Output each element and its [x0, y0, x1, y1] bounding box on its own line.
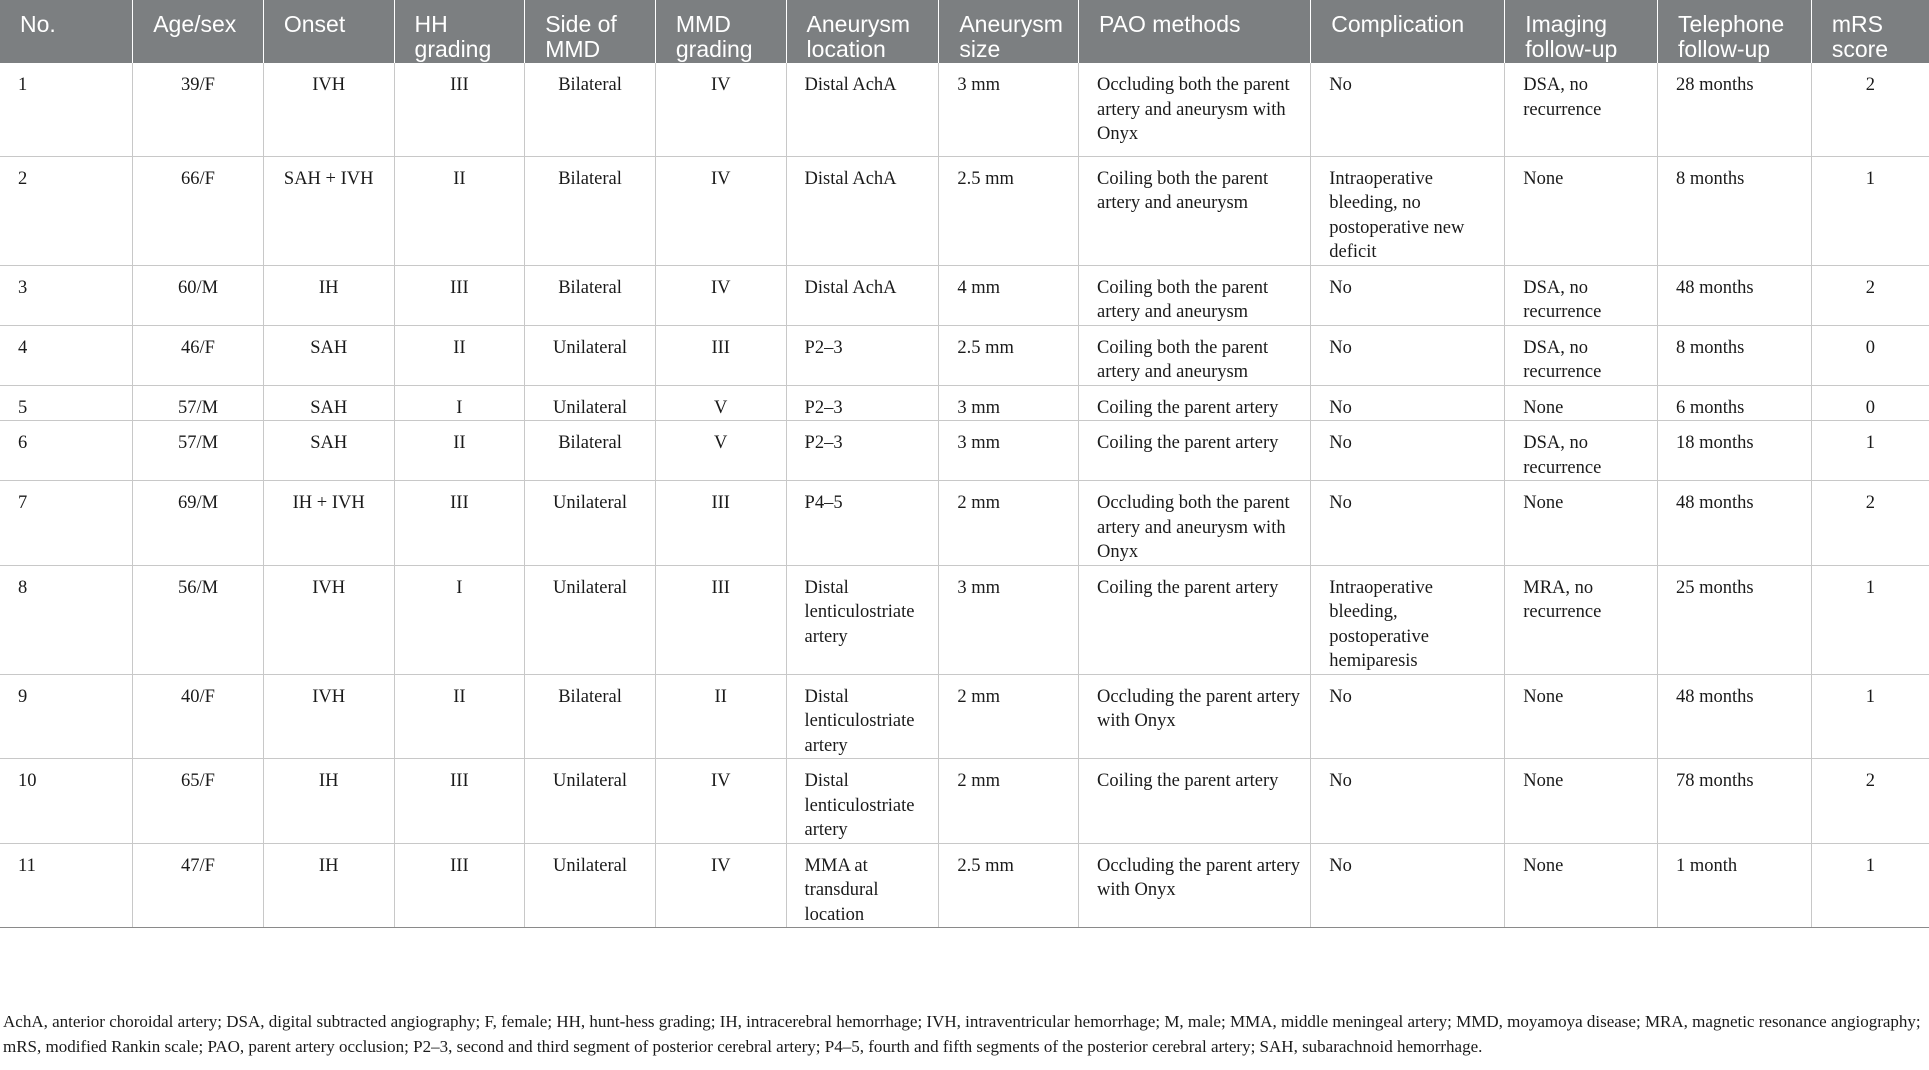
cell-telephone-follow-up: 1 month: [1658, 843, 1812, 928]
cell-age-sex: 65/F: [133, 759, 264, 844]
table-row: [0, 843, 1929, 928]
cell-side-of-mmd: Unilateral: [525, 325, 656, 385]
table-footnote: AchA, anterior choroidal artery; DSA, digital subtracted angiography; F, female; HH, hunt-hess grading; IH, intracerebral hemorrhage; IVH, intraventricular hemorrhage; M, male; MMA, middle meningeal artery; MMD, moyamoya disease; MRA, magnetic resonance angiography; mRS, modified Rankin scale; PAO, parent artery occlusion; P2–3, second and third segment of posterior cerebral artery; P4–5, fourth and fifth segments of the posterior cerebral artery; SAH, subarachnoid hemorrhage.: [3, 1012, 1921, 1056]
cell-hh-grading: III: [394, 843, 525, 928]
cell-no: 9: [0, 674, 133, 759]
cell-imaging-follow-up: DSA, no recurrence: [1505, 63, 1658, 156]
cell-imaging-follow-up: None: [1505, 674, 1658, 759]
table-row: [0, 385, 1929, 421]
cell-side-of-mmd: Unilateral: [525, 565, 656, 674]
cell-mmd-grading: IV: [655, 843, 786, 928]
table-row: [0, 674, 1929, 759]
cell-side-of-mmd: Bilateral: [525, 674, 656, 759]
cell-pao-method: Coiling both the parent artery and aneurysm: [1079, 325, 1311, 385]
cell-aneurysm-location: Distal lenticulostriate artery: [786, 565, 939, 674]
cell-no: 7: [0, 481, 133, 566]
cell-side-of-mmd: Unilateral: [525, 843, 656, 928]
cell-aneurysm-size: 3 mm: [939, 565, 1079, 674]
cell-imaging-follow-up: None: [1505, 759, 1658, 844]
cell-mmd-grading: IV: [655, 63, 786, 156]
cell-pao-method: Coiling the parent artery: [1079, 759, 1311, 844]
table-row: [0, 156, 1929, 265]
cell-onset: SAH: [263, 385, 394, 421]
header-mmd-grading: MMD grading: [655, 0, 786, 63]
header-no: No.: [0, 0, 133, 63]
cell-mmd-grading: IV: [655, 156, 786, 265]
cell-pao-method: Coiling both the parent artery and aneurysm: [1079, 156, 1311, 265]
cell-telephone-follow-up: 48 months: [1658, 674, 1812, 759]
cell-age-sex: 56/M: [133, 565, 264, 674]
cell-aneurysm-size: 2.5 mm: [939, 325, 1079, 385]
header-imaging-follow-up: Imaging follow-up: [1505, 0, 1658, 63]
cell-mmd-grading: V: [655, 421, 786, 481]
cell-imaging-follow-up: None: [1505, 385, 1658, 421]
cell-side-of-mmd: Unilateral: [525, 759, 656, 844]
header-pao-methods: PAO methods: [1079, 0, 1311, 63]
cell-no: 5: [0, 385, 133, 421]
cell-hh-grading: I: [394, 565, 525, 674]
cell-pao-method: Coiling the parent artery: [1079, 385, 1311, 421]
cell-hh-grading: II: [394, 421, 525, 481]
cell-complication: No: [1311, 843, 1505, 928]
cell-aneurysm-size: 2.5 mm: [939, 156, 1079, 265]
cell-age-sex: 69/M: [133, 481, 264, 566]
cell-complication: No: [1311, 325, 1505, 385]
cell-aneurysm-location: MMA at transdural location: [786, 843, 939, 928]
cell-no: 8: [0, 565, 133, 674]
cell-hh-grading: II: [394, 156, 525, 265]
cell-mrs-score: 0: [1811, 385, 1929, 421]
cell-telephone-follow-up: 78 months: [1658, 759, 1812, 844]
cell-mrs-score: 0: [1811, 325, 1929, 385]
cell-telephone-follow-up: 6 months: [1658, 385, 1812, 421]
cell-onset: IH: [263, 265, 394, 325]
cell-telephone-follow-up: 48 months: [1658, 481, 1812, 566]
table-row: [0, 421, 1929, 481]
cell-side-of-mmd: Bilateral: [525, 265, 656, 325]
cell-aneurysm-size: 2 mm: [939, 759, 1079, 844]
table-row: [0, 265, 1929, 325]
cell-aneurysm-location: Distal AchA: [786, 265, 939, 325]
cell-mrs-score: 2: [1811, 481, 1929, 566]
cell-pao-method: Occluding the parent artery with Onyx: [1079, 674, 1311, 759]
cell-aneurysm-location: P4–5: [786, 481, 939, 566]
table-row: [0, 63, 1929, 156]
header-row: [0, 0, 1929, 63]
cell-imaging-follow-up: None: [1505, 843, 1658, 928]
cell-pao-method: Coiling the parent artery: [1079, 565, 1311, 674]
cell-aneurysm-location: Distal lenticulostriate artery: [786, 674, 939, 759]
cell-mmd-grading: III: [655, 481, 786, 566]
cell-no: 11: [0, 843, 133, 928]
cell-aneurysm-size: 4 mm: [939, 265, 1079, 325]
cell-mmd-grading: IV: [655, 265, 786, 325]
header-complication: Complication: [1311, 0, 1505, 63]
cell-no: 6: [0, 421, 133, 481]
cell-mmd-grading: V: [655, 385, 786, 421]
cell-complication: No: [1311, 759, 1505, 844]
cell-complication: Intraoperative bleeding, no postoperative new deficit: [1311, 156, 1505, 265]
cell-aneurysm-size: 3 mm: [939, 63, 1079, 156]
header-aneurysm-size: Aneurysm size: [939, 0, 1079, 63]
header-age-sex: Age/sex: [133, 0, 264, 63]
cell-no: 3: [0, 265, 133, 325]
cell-pao-method: Occluding both the parent artery and aneurysm with Onyx: [1079, 481, 1311, 566]
cell-imaging-follow-up: None: [1505, 156, 1658, 265]
cell-age-sex: 40/F: [133, 674, 264, 759]
cell-no: 1: [0, 63, 133, 156]
header-aneurysm-location: Aneurysm location: [786, 0, 939, 63]
cell-age-sex: 57/M: [133, 421, 264, 481]
cell-complication: No: [1311, 385, 1505, 421]
cell-no: 2: [0, 156, 133, 265]
cell-side-of-mmd: Unilateral: [525, 481, 656, 566]
cell-hh-grading: III: [394, 63, 525, 156]
cell-complication: Intraoperative bleeding, postoperative hemiparesis: [1311, 565, 1505, 674]
cell-onset: IH + IVH: [263, 481, 394, 566]
cell-onset: SAH: [263, 325, 394, 385]
cell-hh-grading: II: [394, 674, 525, 759]
cell-aneurysm-location: P2–3: [786, 421, 939, 481]
cell-age-sex: 47/F: [133, 843, 264, 928]
table-row: [0, 565, 1929, 674]
cell-hh-grading: I: [394, 385, 525, 421]
header-onset: Onset: [263, 0, 394, 63]
cell-complication: No: [1311, 481, 1505, 566]
cell-onset: IVH: [263, 674, 394, 759]
cell-imaging-follow-up: None: [1505, 481, 1658, 566]
cell-age-sex: 66/F: [133, 156, 264, 265]
cell-aneurysm-location: P2–3: [786, 325, 939, 385]
cell-complication: No: [1311, 63, 1505, 156]
cell-telephone-follow-up: 28 months: [1658, 63, 1812, 156]
cell-complication: No: [1311, 674, 1505, 759]
cell-aneurysm-size: 2 mm: [939, 481, 1079, 566]
cell-mmd-grading: II: [655, 674, 786, 759]
table-row: [0, 759, 1929, 844]
cell-mrs-score: 1: [1811, 843, 1929, 928]
header-mrs-score: mRS score: [1811, 0, 1929, 63]
cell-complication: No: [1311, 265, 1505, 325]
cell-imaging-follow-up: DSA, no recurrence: [1505, 325, 1658, 385]
cell-telephone-follow-up: 8 months: [1658, 325, 1812, 385]
table-row: [0, 325, 1929, 385]
cell-pao-method: Occluding both the parent artery and aneurysm with Onyx: [1079, 63, 1311, 156]
cell-no: 10: [0, 759, 133, 844]
cell-mrs-score: 1: [1811, 565, 1929, 674]
cell-mrs-score: 2: [1811, 265, 1929, 325]
table-body: [0, 63, 1929, 928]
cell-pao-method: Coiling the parent artery: [1079, 421, 1311, 481]
table-row: [0, 481, 1929, 566]
cell-mmd-grading: III: [655, 325, 786, 385]
cell-aneurysm-location: Distal AchA: [786, 63, 939, 156]
cell-mmd-grading: III: [655, 565, 786, 674]
cell-side-of-mmd: Bilateral: [525, 421, 656, 481]
cell-side-of-mmd: Unilateral: [525, 385, 656, 421]
cell-side-of-mmd: Bilateral: [525, 156, 656, 265]
header-side-of-mmd: Side of MMD: [525, 0, 656, 63]
cell-aneurysm-location: P2–3: [786, 385, 939, 421]
cell-side-of-mmd: Bilateral: [525, 63, 656, 156]
cell-mrs-score: 1: [1811, 674, 1929, 759]
cell-hh-grading: III: [394, 759, 525, 844]
cell-onset: IVH: [263, 565, 394, 674]
cell-aneurysm-size: 3 mm: [939, 385, 1079, 421]
cell-onset: SAH + IVH: [263, 156, 394, 265]
cell-telephone-follow-up: 25 months: [1658, 565, 1812, 674]
cell-telephone-follow-up: 8 months: [1658, 156, 1812, 265]
cell-onset: SAH: [263, 421, 394, 481]
cell-onset: IH: [263, 843, 394, 928]
cell-pao-method: Occluding the parent artery with Onyx: [1079, 843, 1311, 928]
cell-aneurysm-size: 3 mm: [939, 421, 1079, 481]
cell-no: 4: [0, 325, 133, 385]
cell-hh-grading: III: [394, 481, 525, 566]
cell-telephone-follow-up: 18 months: [1658, 421, 1812, 481]
cell-imaging-follow-up: DSA, no recurrence: [1505, 421, 1658, 481]
cell-aneurysm-location: Distal lenticulostriate artery: [786, 759, 939, 844]
cell-mrs-score: 2: [1811, 759, 1929, 844]
cell-aneurysm-size: 2 mm: [939, 674, 1079, 759]
cell-pao-method: Coiling both the parent artery and aneurysm: [1079, 265, 1311, 325]
cell-imaging-follow-up: MRA, no recurrence: [1505, 565, 1658, 674]
header-hh-grading: HH grading: [394, 0, 525, 63]
cell-age-sex: 60/M: [133, 265, 264, 325]
cell-imaging-follow-up: DSA, no recurrence: [1505, 265, 1658, 325]
cell-telephone-follow-up: 48 months: [1658, 265, 1812, 325]
cell-complication: No: [1311, 421, 1505, 481]
cell-age-sex: 39/F: [133, 63, 264, 156]
cell-aneurysm-location: Distal AchA: [786, 156, 939, 265]
cell-mrs-score: 2: [1811, 63, 1929, 156]
cell-mrs-score: 1: [1811, 421, 1929, 481]
header-telephone-follow-up: Telephone follow-up: [1658, 0, 1812, 63]
cell-mmd-grading: IV: [655, 759, 786, 844]
cell-onset: IH: [263, 759, 394, 844]
cell-onset: IVH: [263, 63, 394, 156]
cell-aneurysm-size: 2.5 mm: [939, 843, 1079, 928]
cell-age-sex: 57/M: [133, 385, 264, 421]
cell-age-sex: 46/F: [133, 325, 264, 385]
cell-hh-grading: III: [394, 265, 525, 325]
cell-hh-grading: II: [394, 325, 525, 385]
cell-mrs-score: 1: [1811, 156, 1929, 265]
